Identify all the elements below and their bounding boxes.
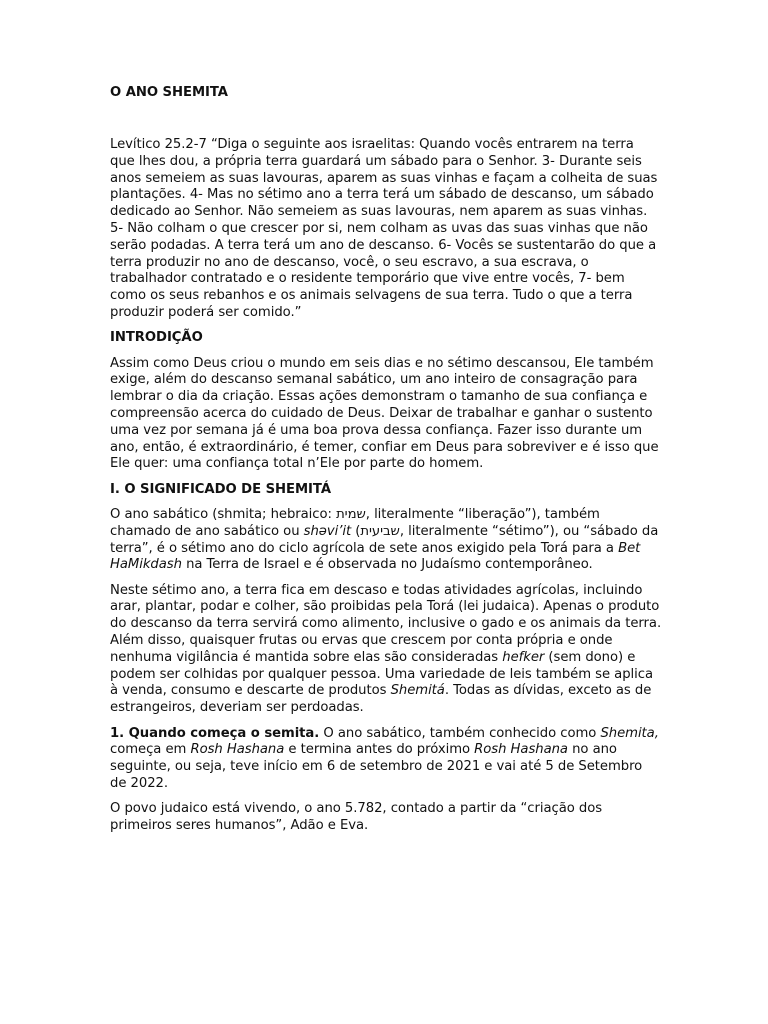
- seventh-year-paragraph: [110, 583, 662, 717]
- text-run: Neste sétimo ano, a terra fica em descaso e todas atividades agrícolas, incluindo arar, plantar, podar e colher, são proibidas pela Torá (lei judaica). Apenas o produto do descanso da terra servirá como alimento, inclusive o gado e os animais da terra. Além disso, quaisquer frutas ou ervas que crescem por conta própria e onde nenhuma vigilância é mantida sobre elas são consideradas: [110, 582, 662, 665]
- subsection-heading: 1. Quando começa o semita.: [110, 725, 320, 741]
- text-run: começa em: [110, 742, 191, 758]
- italic-term: Rosh Hashana: [474, 742, 568, 758]
- shemita-definition-paragraph: [110, 507, 662, 574]
- italic-term: Shemita,: [600, 725, 659, 741]
- italic-term: shəvi’it: [303, 523, 352, 539]
- text-run: , literalmente “liberação”), também chamado de ano sabático ou: [110, 506, 600, 539]
- text-run: , literalmente “sétimo”), ou “sábado da terra”, é o sétimo ano do ciclo agrícola de sete anos exigido pela Torá para a: [110, 523, 659, 556]
- text-run: (: [351, 523, 361, 539]
- text-run: O ano sabático, também conhecido como: [319, 725, 601, 741]
- hebrew-word: שביעית: [360, 523, 400, 539]
- text-run: (sem dono) e podem ser colhidas por qualquer pessoa. Uma variedade de leis também se aplica à venda, consumo e descarte de produtos: [110, 649, 653, 699]
- text-run: na Terra de Israel e é observada no Judaísmo contemporâneo.: [181, 557, 593, 573]
- italic-term: Rosh Hashana: [190, 742, 285, 758]
- when-it-begins-paragraph: [110, 726, 662, 793]
- introduction-paragraph: Assim como Deus criou o mundo em seis dias e no sétimo descansou, Ele também exige, além do descanso semanal sabático, um ano inteiro de consagração para lembrar o dia da criação. Essas ações demonstram o tamanho de sua confiança e compreensão acerca do cuidado de Deus. Deixar de trabalhar e ganhar o sustento uma vez por semana já é uma boa prova dessa confiança. Fazer isso durante um ano, então, é extraordinário, é temer, confiar em Deus para sobreviver e é isso que Ele quer: uma confiança total n’Ele por parte do homem.: [110, 355, 659, 472]
- jewish-year-paragraph: O povo judaico está vivendo, o ano 5.782, contado a partir da “criação dos primeiros seres humanos”, Adão e Eva.: [110, 801, 603, 833]
- introduction-heading: INTRODIÇÃO: [110, 330, 203, 346]
- text-run: no ano seguinte, ou seja, teve início em 6 de setembro de 2021 e vai até 5 de Setembro de 2022.: [110, 742, 643, 791]
- section-1-heading: I. O SIGNIFICADO DE SHEMITÁ: [110, 481, 331, 497]
- document-body: [110, 137, 662, 843]
- scripture-quote: Levítico 25.2-7 “Diga o seguinte aos israelitas: Quando vocês entrarem na terra que lhes dou, a própria terra guardará um sábado para o Senhor. 3- Durante seis anos semeiem as suas lavouras, aparem as suas vinhas e façam a colheita de suas plantações. 4- Mas no sétimo ano a terra terá um sábado de descanso, um sábado dedicado ao Senhor. Não semeiem as suas lavouras, nem aparem as suas vinhas. 5- Não colham o que crescer por si, nem colham as uvas das suas vinhas que não serão podadas. A terra terá um ano de descanso. 6- Vocês se sustentarão do que a terra produzir no ano de descanso, você, o seu escravo, a sua escrava, o trabalhador contratado e o residente temporário que vive entre vocês, 7- bem como os seus rebanhos e os animais selvagens de sua terra. Tudo o que a terra produzir poderá ser comido.”: [110, 137, 658, 320]
- text-run: . Todas as dívidas, exceto as de estrangeiros, deveriam ser perdoadas.: [110, 683, 652, 716]
- text-run: O ano sabático (shmita; hebraico:: [110, 506, 337, 522]
- hebrew-word: שמית: [336, 506, 366, 522]
- italic-term: hefker: [502, 649, 545, 665]
- italic-term: Shemitá: [390, 683, 445, 699]
- document-title: O ANO SHEMITA: [110, 85, 228, 100]
- italic-term: Bet HaMikdash: [110, 540, 641, 573]
- text-run: e termina antes do próximo: [284, 742, 475, 758]
